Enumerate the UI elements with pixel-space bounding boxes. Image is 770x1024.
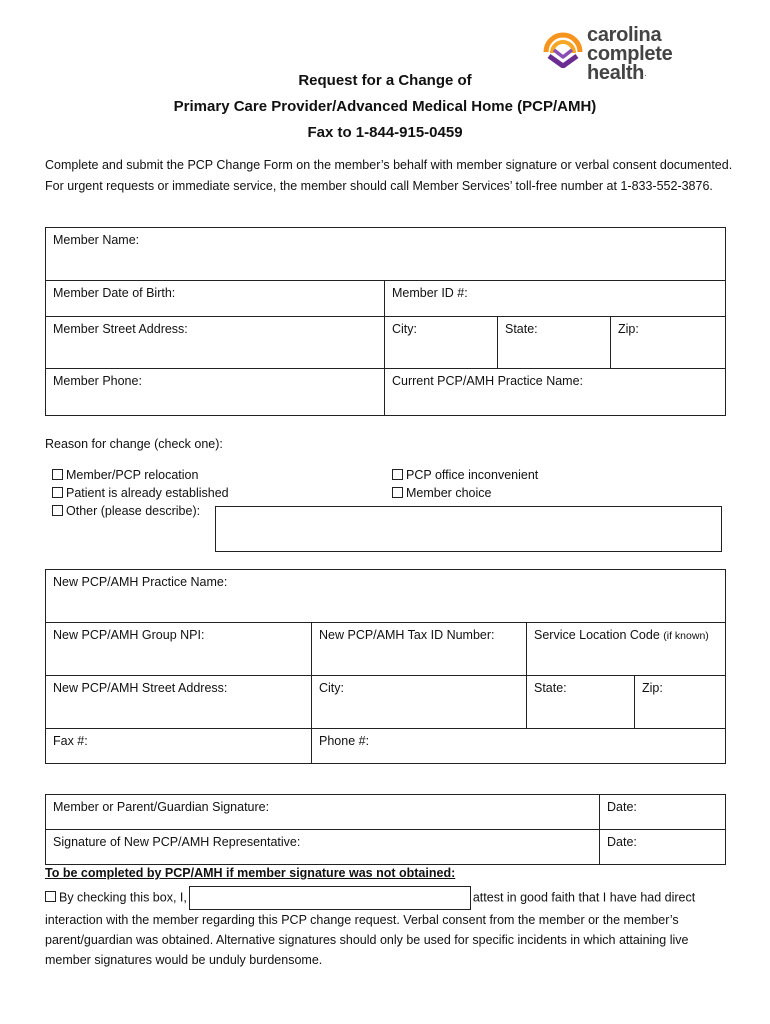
attest-before-text: By checking this box, I,	[59, 890, 187, 905]
service-location-code-note: (if known)	[663, 630, 709, 642]
member-street-label: Member Street Address:	[53, 322, 188, 336]
member-city-field[interactable]	[385, 317, 498, 369]
new-taxid-field[interactable]	[312, 623, 527, 676]
current-pcp-field[interactable]	[385, 369, 726, 416]
member-id-field[interactable]	[385, 281, 726, 317]
signature-table	[45, 794, 726, 865]
member-dob-label: Member Date of Birth:	[53, 286, 176, 300]
rep-signature-date-field[interactable]	[600, 830, 726, 865]
new-state-field[interactable]	[527, 676, 635, 729]
reason-option-choice[interactable]	[392, 485, 491, 503]
intro-paragraph: Complete and submit the PCP Change Form on the member’s behalf with member signature or verbal consent documented. For urgent requests or immediate service, the member should call Member Services’ toll-free number at 1-833-552-3876.	[45, 158, 733, 193]
date-label: Date:	[607, 800, 637, 814]
attest-name-field[interactable]	[189, 886, 471, 910]
new-fax-field[interactable]	[46, 729, 312, 764]
new-taxid-label: New PCP/AMH Tax ID Number:	[319, 628, 495, 642]
checkbox-icon[interactable]	[52, 505, 63, 516]
service-location-code-field[interactable]	[527, 623, 726, 676]
logo-arches-icon	[543, 26, 583, 68]
member-zip-label: Zip:	[618, 322, 639, 336]
new-npi-field[interactable]	[46, 623, 312, 676]
attest-checkbox[interactable]	[45, 891, 56, 902]
new-npi-label: New PCP/AMH Group NPI:	[53, 628, 205, 642]
form-title-line1: Request for a Change of	[298, 72, 472, 89]
member-info-table	[45, 227, 726, 416]
new-phone-label: Phone #:	[319, 734, 370, 748]
logo-line2: complete health	[587, 43, 673, 84]
member-id-label: Member ID #:	[392, 286, 468, 300]
attest-after-text: attest in good faith that I have had direct interaction with the member regarding this PCP change request. Verbal consent from the member or the member’s parent/guardian was obtained. Alternative signatures should only be used for specific incidents in which attaining live member signatures would be unduly burdensome.	[45, 890, 696, 967]
new-zip-label: Zip:	[642, 681, 663, 695]
new-zip-field[interactable]	[635, 676, 726, 729]
member-signature-label: Member or Parent/Guardian Signature:	[53, 800, 270, 814]
reason-label: Reason for change (check one):	[45, 437, 223, 451]
attestation-heading: To be completed by PCP/AMH if member signature was not obtained:	[45, 866, 456, 880]
logo-line1: carolina	[587, 24, 662, 46]
member-state-label: State:	[505, 322, 538, 336]
member-city-label: City:	[392, 322, 417, 336]
new-city-label: City:	[319, 681, 344, 695]
member-signature-date-field[interactable]	[600, 795, 726, 830]
date-label: Date:	[607, 835, 637, 849]
other-description-field[interactable]	[215, 506, 722, 552]
new-state-label: State:	[534, 681, 567, 695]
member-name-field[interactable]	[46, 228, 726, 281]
form-title-line2: Primary Care Provider/Advanced Medical Home (PCP/AMH)	[173, 98, 597, 115]
reason-established-label: Patient is already established	[66, 486, 229, 500]
fax-number: Fax to 1-844-915-0459	[307, 124, 463, 141]
new-street-field[interactable]	[46, 676, 312, 729]
new-practice-name-label: New PCP/AMH Practice Name:	[53, 575, 228, 589]
member-phone-label: Member Phone:	[53, 374, 142, 388]
member-signature-field[interactable]	[46, 795, 600, 830]
checkbox-icon[interactable]	[392, 487, 403, 498]
logo-tm: .	[644, 68, 647, 78]
member-dob-field[interactable]	[46, 281, 385, 317]
new-practice-name-field[interactable]	[46, 570, 726, 623]
reason-inconvenient-label: PCP office inconvenient	[406, 468, 539, 482]
reason-option-relocation[interactable]	[52, 467, 198, 485]
reason-choice-label: Member choice	[406, 486, 492, 500]
rep-signature-field[interactable]	[46, 830, 600, 865]
reason-option-other[interactable]	[52, 503, 200, 521]
checkbox-icon[interactable]	[52, 487, 63, 498]
new-city-field[interactable]	[312, 676, 527, 729]
carolina-complete-health-logo	[543, 24, 733, 84]
member-state-field[interactable]	[498, 317, 611, 369]
new-fax-label: Fax #:	[53, 734, 88, 748]
member-phone-field[interactable]	[46, 369, 385, 416]
checkbox-icon[interactable]	[52, 469, 63, 480]
reason-option-established[interactable]	[52, 485, 229, 503]
new-phone-field[interactable]	[312, 729, 726, 764]
reason-other-label: Other (please describe):	[66, 504, 201, 518]
attestation-paragraph	[45, 886, 735, 970]
member-name-label: Member Name:	[53, 233, 140, 247]
new-street-label: New PCP/AMH Street Address:	[53, 681, 228, 695]
member-street-field[interactable]	[46, 317, 385, 369]
new-pcp-table	[45, 569, 726, 764]
rep-signature-label: Signature of New PCP/AMH Representative:	[53, 835, 301, 849]
member-zip-field[interactable]	[611, 317, 726, 369]
reason-relocation-label: Member/PCP relocation	[66, 468, 199, 482]
checkbox-icon[interactable]	[392, 469, 403, 480]
service-location-code-label: Service Location Code	[534, 628, 660, 642]
current-pcp-label: Current PCP/AMH Practice Name:	[392, 374, 584, 388]
reason-option-inconvenient[interactable]	[392, 467, 538, 485]
